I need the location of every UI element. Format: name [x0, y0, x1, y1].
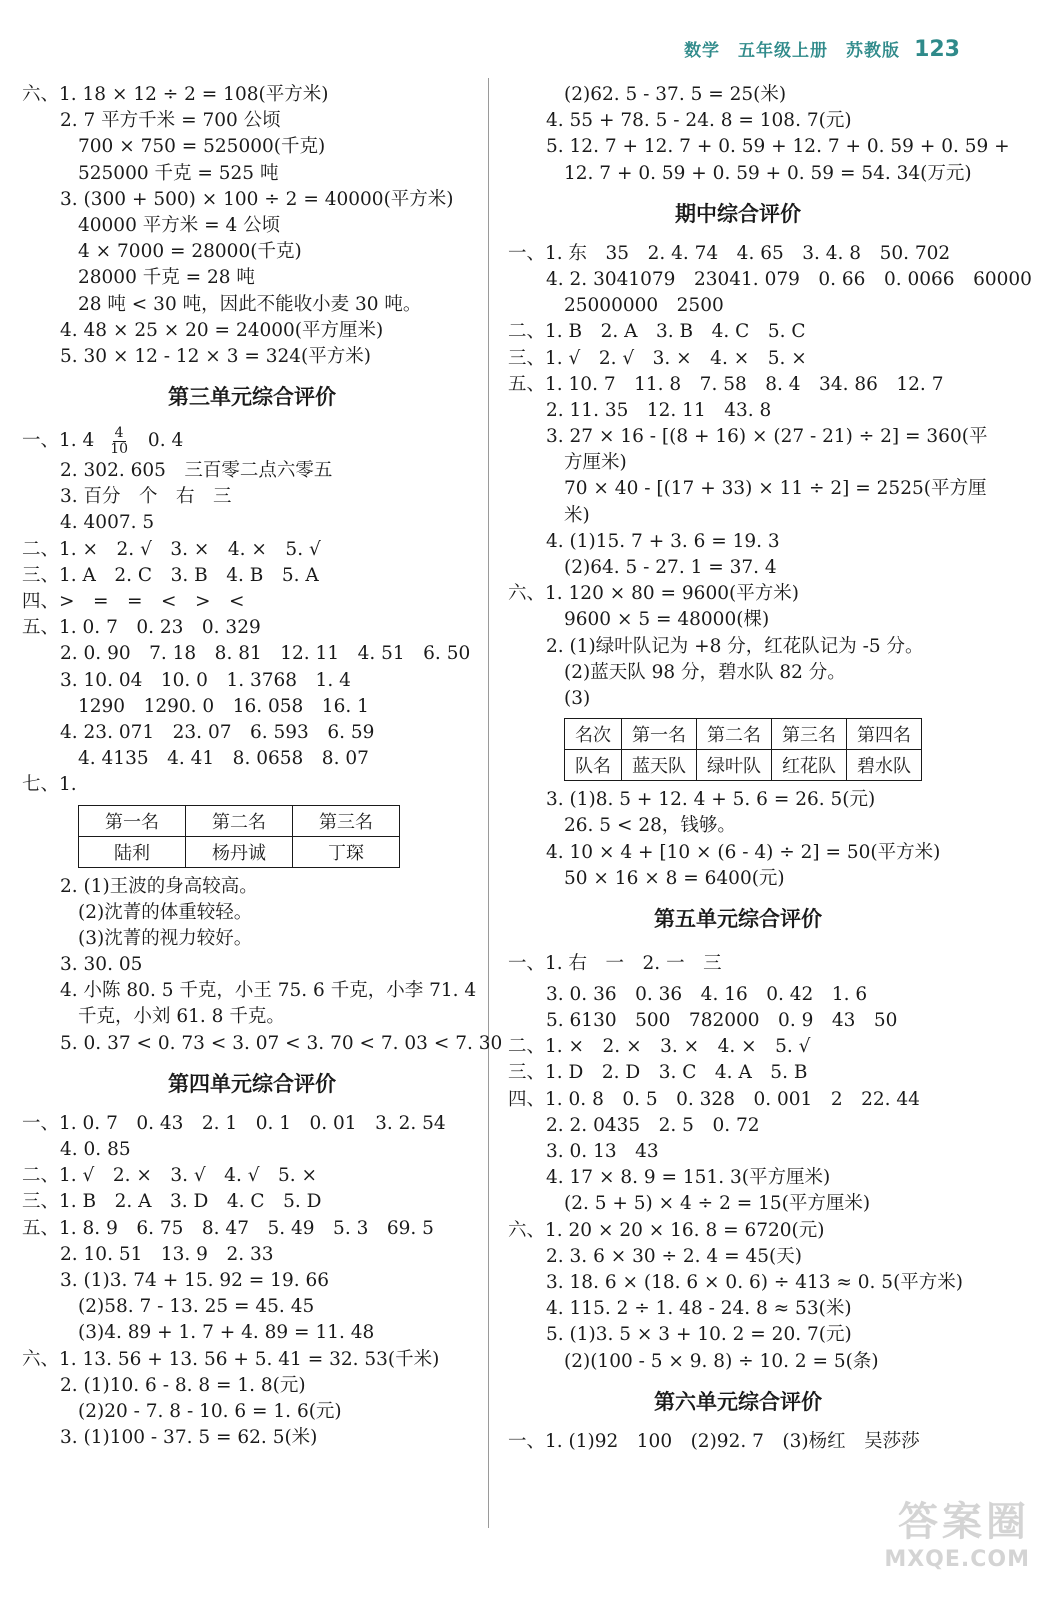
answer-line: 二、1. × 2. √ 3. × 4. × 5. √	[22, 538, 321, 560]
column-divider	[488, 78, 489, 1528]
answer-line: 一、1. (1)92 100 (2)92. 7 (3)杨红 吴莎莎	[508, 1430, 920, 1452]
answer-line: 70 × 40 - [(17 + 33) × 11 ÷ 2] = 2525(平方厘	[564, 478, 987, 500]
answer-line: 3. 百分 个 右 三	[60, 486, 232, 508]
answer-line: 4. 小陈 80. 5 千克，小王 75. 6 千克，小李 71. 4	[60, 980, 477, 1002]
answer-line: 4. 48 × 25 × 20 = 24000(平方厘米)	[60, 319, 384, 341]
table-cell: 第二名	[697, 719, 772, 750]
table-cell: 名次	[565, 719, 622, 750]
answer-line: 50 × 16 × 8 = 6400(元)	[564, 867, 785, 889]
answer-line: 2. 2. 0435 2. 5 0. 72	[546, 1114, 760, 1136]
answer-line: 六、1. 18 × 12 ÷ 2 = 108(平方米)	[22, 84, 329, 105]
watermark-text: 答案圈	[898, 1499, 1030, 1545]
answer-line: 三、1. A 2. C 3. B 4. B 5. A	[22, 564, 319, 586]
answer-line: 25000000 2500	[564, 295, 724, 317]
answer-line: 4. (1)15. 7 + 3. 6 = 19. 3	[546, 530, 780, 552]
answer-line: 2. (1)绿叶队记为 +8 分，红花队记为 -5 分。	[546, 635, 924, 657]
answer-line-fraction	[22, 424, 482, 458]
answer-line: 3. 30. 05	[60, 954, 143, 976]
section-title-midterm: 期中综合评价	[675, 201, 801, 226]
answer-line: 4. 4007. 5	[60, 512, 155, 534]
answer-line: 3. 0. 36 0. 36 4. 16 0. 42 1. 6	[546, 983, 868, 1005]
answer-line: (3)4. 89 + 1. 7 + 4. 89 = 11. 48	[78, 1322, 375, 1344]
book-subject: 数学 五年级上册 苏教版	[684, 41, 901, 61]
answer-line: 4. 10 × 4 + [10 × (6 - 4) ÷ 2] = 50(平方米)	[546, 841, 941, 863]
answer-line: 5. 12. 7 + 12. 7 + 0. 59 + 12. 7 + 0. 59 + 0. 59 +	[546, 136, 1010, 158]
answer-line: 3. 27 × 16 - [(8 + 16) × (27 - 21) ÷ 2] = 360(平	[546, 426, 988, 448]
answer-line: 四、> = = < > <	[22, 591, 245, 612]
table-cell: 绿叶队	[697, 750, 772, 781]
answer-line: 5. 0. 37 < 0. 73 < 3. 07 < 3. 70 < 7. 03 < 7. 30	[60, 1032, 503, 1054]
answer-line: 3. (1)3. 74 + 15. 92 = 19. 66	[60, 1269, 330, 1291]
fraction-denominator: 10	[110, 440, 129, 457]
answer-line: 六、1. 120 × 80 = 9600(平方米)	[508, 583, 799, 605]
table-row	[565, 719, 922, 750]
answers-unit2-tail	[22, 82, 482, 370]
table-row	[565, 750, 922, 781]
answer-line: (3)	[564, 687, 591, 709]
answer-line: 五、1. 10. 7 11. 8 7. 58 8. 4 34. 86 12. 7	[508, 373, 944, 395]
table-cell: 丁琛	[293, 836, 400, 867]
watermark-logo	[850, 1490, 1030, 1580]
table-cell: 红花队	[772, 750, 847, 781]
answer-line: 米)	[564, 504, 590, 526]
answer-line: 六、1. 13. 56 + 13. 56 + 5. 41 = 32. 53(千米)	[22, 1348, 440, 1370]
answer-line: 五、1. 8. 9 6. 75 8. 47 5. 49 5. 3 69. 5	[22, 1217, 434, 1239]
answer-line: 3. 10. 04 10. 0 1. 3768 1. 4	[60, 669, 351, 691]
table-cell: 第四名	[847, 719, 922, 750]
answer-line: 三、1. √ 2. √ 3. × 4. × 5. ×	[508, 347, 807, 369]
answers-unit4-tail	[508, 82, 1010, 187]
answer-line: 4. 0. 85	[60, 1139, 131, 1160]
section-title-unit3: 第三单元综合评价	[168, 385, 336, 410]
answer-line: 5. 6130 500 782000 0. 9 43 50	[546, 1010, 898, 1032]
table-cell: 第一名	[622, 719, 697, 750]
answer-line: 28 吨 < 30 吨，因此不能收小麦 30 吨。	[78, 293, 422, 315]
answer-line: 4 × 7000 = 28000(千克)	[78, 241, 302, 263]
answer-line: 一、1. 0. 7 0. 43 2. 1 0. 1 0. 01 3. 2. 54	[22, 1112, 446, 1134]
answers-unit5	[508, 946, 968, 1375]
answer-text: 一、1. 4	[22, 430, 95, 452]
answer-line: 一、1. 右 一 2. 一 三	[508, 952, 722, 974]
ranking-table	[78, 805, 400, 868]
table-cell: 碧水队	[847, 750, 922, 781]
answer-line: 三、1. B 2. A 3. D 4. C 5. D	[22, 1191, 322, 1213]
answer-line: 3. (1)100 - 37. 5 = 62. 5(米)	[60, 1427, 318, 1449]
fraction	[110, 426, 128, 457]
answer-line: 5. (1)3. 5 × 3 + 10. 2 = 20. 7(元)	[546, 1324, 852, 1346]
section-title-unit6: 第六单元综合评价	[654, 1389, 822, 1414]
answer-line: (3)沈菁的视力较好。	[78, 927, 253, 949]
answer-line: 28000 千克 = 28 吨	[78, 267, 255, 289]
team-ranking-table	[564, 718, 922, 781]
answer-line: 9600 × 5 = 48000(棵)	[564, 609, 770, 631]
answer-line: (2)62. 5 - 37. 5 = 25(米)	[564, 84, 787, 105]
answer-line: 5. 30 × 12 - 12 × 3 = 324(平方米)	[60, 345, 371, 367]
answer-line: 六、1. 20 × 20 × 16. 8 = 6720(元)	[508, 1219, 825, 1241]
watermark-url: MXQE.COM	[884, 1547, 1030, 1572]
answer-line: 方厘米)	[564, 452, 627, 474]
table-cell: 队名	[565, 750, 622, 781]
answer-line: (2)64. 5 - 27. 1 = 37. 4	[564, 557, 777, 578]
table-cell: 第三名	[772, 719, 847, 750]
answer-text: 0. 4	[147, 430, 184, 452]
answers-unit6	[508, 1429, 968, 1455]
answer-line: (2. 5 + 5) × 4 ÷ 2 = 15(平方厘米)	[564, 1193, 871, 1215]
answer-line: 700 × 750 = 525000(千克)	[78, 136, 326, 158]
table-cell: 陆利	[79, 836, 186, 867]
answer-line: 一、1. 东 35 2. 4. 74 4. 65 3. 4. 8 50. 702	[508, 242, 951, 264]
answer-line: 四、1. 0. 8 0. 5 0. 328 0. 001 2 22. 44	[508, 1088, 920, 1110]
table-row	[79, 836, 400, 867]
right-column	[508, 82, 1032, 1455]
answer-line: (2)58. 7 - 13. 25 = 45. 45	[78, 1296, 315, 1318]
answer-line: 二、1. B 2. A 3. B 4. C 5. C	[508, 321, 806, 343]
table-row	[79, 805, 400, 836]
answer-line: 三、1. D 2. D 3. C 4. A 5. B	[508, 1062, 808, 1084]
answer-line: 七、1.	[22, 774, 77, 796]
answer-line: 2. (1)10. 6 - 8. 8 = 1. 8(元)	[60, 1374, 306, 1396]
answer-line: 4. 4135 4. 41 8. 0658 8. 07	[78, 748, 369, 770]
answers-unit4	[22, 1111, 482, 1451]
answer-line: 4. 2. 3041079 23041. 079 0. 66 0. 0066 60000	[546, 268, 1032, 290]
table-cell: 第三名	[293, 805, 400, 836]
answer-line: 1290 1290. 0 16. 058 16. 1	[78, 695, 369, 717]
section-title-unit5: 第五单元综合评价	[654, 906, 822, 931]
answer-line: 2. 7 平方千米 = 700 公顷	[60, 110, 281, 132]
answer-line: (2)沈菁的体重较轻。	[78, 901, 253, 923]
section-title-unit4: 第四单元综合评价	[168, 1071, 336, 1096]
answers-unit3	[22, 424, 503, 1057]
answer-line: 2. 0. 90 7. 18 8. 81 12. 11 4. 51 6. 50	[60, 643, 471, 665]
answer-line: 4. 23. 071 23. 07 6. 593 6. 59	[60, 721, 375, 743]
table-cell: 第二名	[186, 805, 293, 836]
answer-line: 二、1. × 2. × 3. × 4. × 5. √	[508, 1036, 811, 1058]
answers-midterm	[508, 241, 1032, 892]
answer-line: (2)(100 - 5 × 9. 8) ÷ 10. 2 = 5(条)	[564, 1350, 879, 1372]
table-cell: 杨丹诚	[186, 836, 293, 867]
table-cell: 第一名	[79, 805, 186, 836]
answer-line: 3. (1)8. 5 + 12. 4 + 5. 6 = 26. 5(元)	[546, 789, 876, 811]
left-column	[22, 82, 503, 1451]
answer-line: 26. 5 < 28，钱够。	[564, 815, 736, 837]
answer-line: 4. 115. 2 ÷ 1. 48 - 24. 8 ≈ 53(米)	[546, 1298, 852, 1320]
answer-line: 二、1. √ 2. × 3. √ 4. √ 5. ×	[22, 1165, 318, 1187]
answer-line: 3. 18. 6 × (18. 6 × 0. 6) ÷ 413 ≈ 0. 5(平方米)	[546, 1271, 964, 1293]
page-header	[684, 36, 960, 62]
answer-line: 2. 3. 6 × 30 ÷ 2. 4 = 45(天)	[546, 1245, 802, 1267]
answer-line: 2. 302. 605 三百零二点六零五	[60, 460, 333, 482]
answer-line: 2. 10. 51 13. 9 2. 33	[60, 1243, 274, 1265]
answer-line: 五、1. 0. 7 0. 23 0. 329	[22, 617, 261, 639]
answer-line: 4. 55 + 78. 5 - 24. 8 = 108. 7(元)	[546, 110, 852, 132]
answer-line: 3. 0. 13 43	[546, 1141, 659, 1162]
answer-line: 3. (300 + 500) × 100 ÷ 2 = 40000(平方米)	[60, 188, 454, 210]
answer-line: 2. (1)王波的身高较高。	[60, 875, 258, 897]
fraction-numerator: 4	[114, 424, 124, 441]
answer-line: 12. 7 + 0. 59 + 0. 59 + 0. 59 = 54. 34(万元)	[564, 162, 972, 184]
answer-line: 千克，小刘 61. 8 千克。	[78, 1006, 285, 1028]
answer-line: 525000 千克 = 525 吨	[78, 162, 279, 184]
answer-line: 4. 17 × 8. 9 = 151. 3(平方厘米)	[546, 1167, 831, 1189]
answer-line: (2)20 - 7. 8 - 10. 6 = 1. 6(元)	[78, 1400, 342, 1422]
answer-line: (2)蓝天队 98 分，碧水队 82 分。	[564, 661, 846, 683]
answer-line: 2. 11. 35 12. 11 43. 8	[546, 399, 772, 421]
page-number: 123	[914, 37, 960, 62]
answer-line: 40000 平方米 = 4 公顷	[78, 214, 281, 236]
table-cell: 蓝天队	[622, 750, 697, 781]
